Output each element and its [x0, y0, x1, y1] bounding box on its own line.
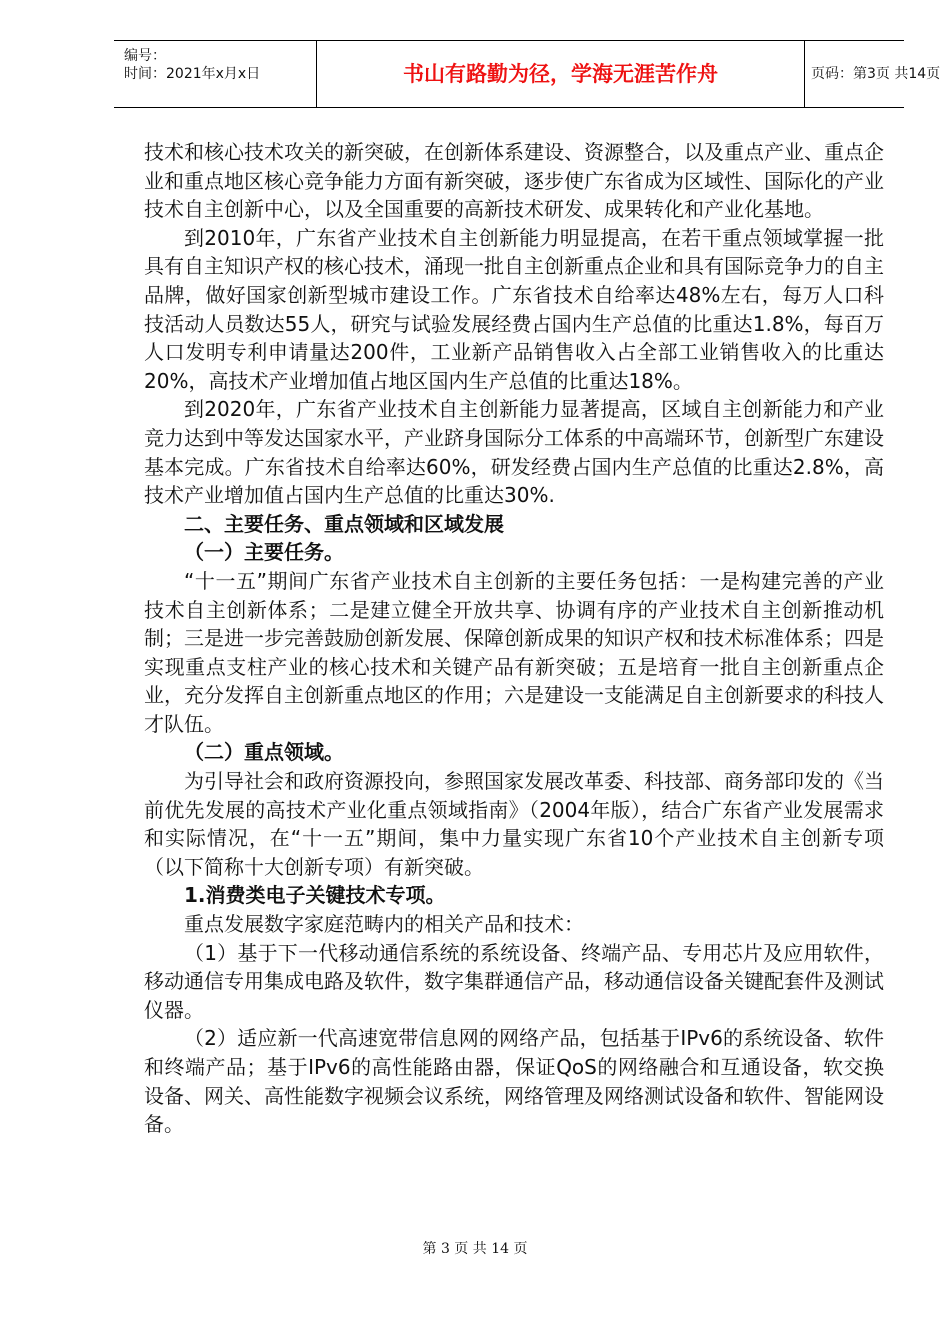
number-label: 编号：	[124, 48, 166, 64]
item-heading: 1.消费类电子关键技术专项。	[184, 883, 446, 908]
list-item: （1）基于下一代移动通信系统的系统设备、终端产品、专用芯片及应用软件，移动通信专用集成电路及软件，数字集群通信产品，移动通信设备关键配套件及测试仪器。	[144, 940, 884, 1022]
page-footer: 第 3 页 共 14 页	[422, 1241, 528, 1257]
document-body	[144, 138, 884, 1139]
subsection-heading: （二）重点领域。	[184, 740, 344, 765]
section-heading: 二、主要任务、重点领域和区域发展	[184, 511, 504, 536]
header-motto-cell	[316, 41, 805, 107]
paragraph: 到2010年，广东省产业技术自主创新能力明显提高，在若干重点领域掌握一批具有自主知识产权的核心技术，涌现一批自主创新重点企业和具有国际竞争力的自主品牌，做好国家创新型城市建设工作。广东省技术自给率达48%左右，每万人口科技活动人员数达55人，研究与试验发展经费占国内生产总值的比重达1.8%，每百万人口发明专利申请量达200件，工业新产品销售收入占全部工业销售收入的比重达20%，高技术产业增加值占地区国内生产总值的比重达18%。	[144, 225, 884, 393]
list-item: （2）适应新一代高速宽带信息网的网络产品，包括基于IPv6的系统设备、软件和终端产品；基于IPv6的高性能路由器，保证QoS的网络融合和互通设备，软交换设备、网关、高性能数字视频会议系统，网络管理及网络测试设备和软件、智能网设备。	[144, 1026, 884, 1137]
paragraph: “十一五”期间广东省产业技术自主创新的主要任务包括：一是构建完善的产业技术自主创新体系；二是建立健全开放共享、协调有序的产业技术自主创新推动机制；三是进一步完善鼓励创新发展、保障创新成果的知识产权和技术标准体系；四是实现重点支柱产业的核心技术和关键产品有新突破；五是培育一批自主创新重点企业，充分发挥自主创新重点地区的作用；六是建设一支能满足自主创新要求的科技人才队伍。	[144, 568, 884, 736]
motto: 书山有路勤为径，学海无涯苦作舟	[403, 62, 718, 86]
header-meta-cell	[114, 41, 316, 107]
paragraph: 技术和核心技术攻关的新突破，在创新体系建设、资源整合，以及重点产业、重点企业和重点地区核心竞争能力方面有新突破，逐步使广东省成为区域性、国际化的产业技术自主创新中心，以及全国重要的高新技术研发、成果转化和产业化基地。	[144, 140, 884, 222]
document-header	[114, 40, 941, 108]
time-label: 时间：2021年x月x日	[124, 66, 261, 82]
paragraph: 到2020年，广东省产业技术自主创新能力显著提高，区域自主创新能力和产业竞力达到中等发达国家水平，产业跻身国际分工体系的中高端环节，创新型广东建设基本完成。广东省技术自给率达60%，研发经费占国内生产总值的比重达2.8%，高技术产业增加值占国内生产总值的比重达30%.	[144, 397, 884, 508]
header-page-cell	[803, 41, 941, 107]
paragraph: 为引导社会和政府资源投向，参照国家发展改革委、科技部、商务部印发的《当前优先发展的高技术产业化重点领域指南》（2004年版），结合广东省产业发展需求和实际情况，在“十一五”期间，集中力量实现广东省10个产业技术自主创新专项（以下简称十大创新专项）有新突破。	[144, 769, 884, 879]
page-info: 页码：第3页 共14页	[811, 66, 941, 82]
paragraph: 重点发展数字家庭范畴内的相关产品和技术：	[184, 912, 584, 937]
subsection-heading: （一）主要任务。	[184, 540, 344, 565]
